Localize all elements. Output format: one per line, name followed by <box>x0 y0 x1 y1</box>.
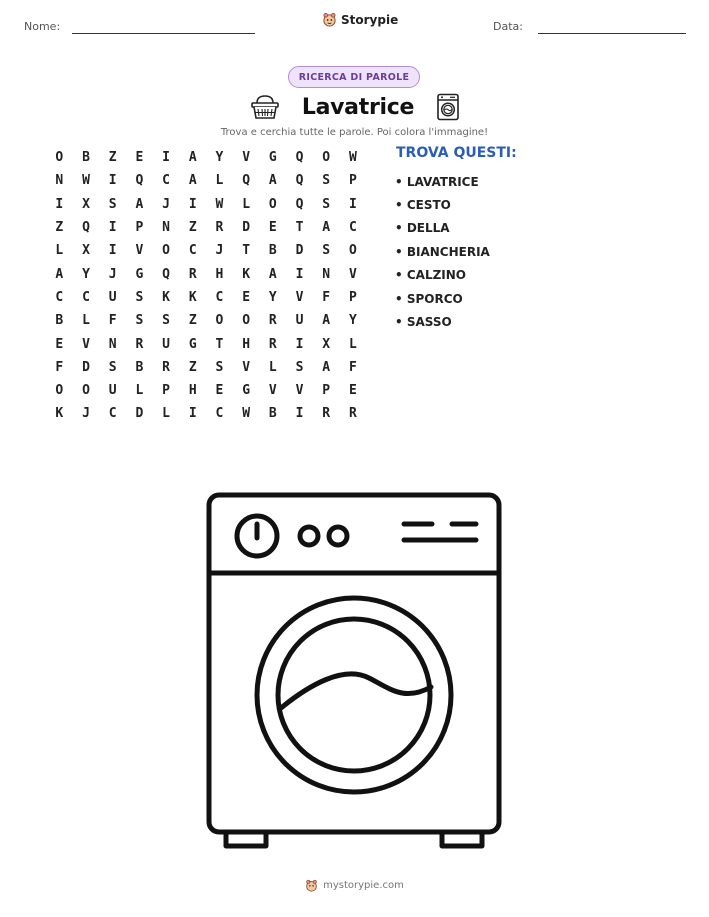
grid-cell[interactable]: S <box>322 196 331 212</box>
grid-cell[interactable]: V <box>242 359 251 375</box>
grid-cell[interactable]: X <box>322 336 331 352</box>
grid-cell[interactable]: K <box>242 266 251 282</box>
grid-cell[interactable]: V <box>135 243 144 259</box>
grid-cell[interactable]: I <box>55 196 64 212</box>
grid-cell[interactable]: C <box>215 289 224 305</box>
grid-cell[interactable]: B <box>268 243 277 259</box>
grid-cell[interactable]: I <box>348 196 357 212</box>
grid-cell[interactable]: Z <box>188 220 197 236</box>
grid-cell[interactable]: P <box>322 383 331 399</box>
grid-cell[interactable]: R <box>348 406 357 422</box>
grid-cell[interactable]: J <box>82 406 90 422</box>
grid-cell[interactable]: V <box>295 289 304 305</box>
grid-cell[interactable]: S <box>322 173 331 189</box>
grid-cell[interactable]: E <box>242 289 251 305</box>
grid-cell[interactable]: P <box>135 220 144 236</box>
grid-cell[interactable]: I <box>108 173 117 189</box>
grid-cell[interactable]: B <box>55 313 64 329</box>
grid-cell[interactable]: A <box>188 173 197 189</box>
grid-cell[interactable]: I <box>295 336 304 352</box>
brand-name: Storypie <box>341 12 399 27</box>
grid-cell[interactable]: D <box>295 243 304 259</box>
grid-cell[interactable]: E <box>268 220 277 236</box>
grid-cell[interactable]: U <box>162 336 170 352</box>
instructions: Trova e cerchia tutte le parole. Poi colora l'immagine! <box>220 127 489 138</box>
grid-cell[interactable]: A <box>268 266 277 282</box>
grid-cell[interactable]: I <box>295 406 304 422</box>
footer-site[interactable]: mystorypie.com <box>323 880 404 891</box>
grid-cell[interactable]: P <box>162 383 170 399</box>
grid-cell[interactable]: B <box>268 406 277 422</box>
grid-cell[interactable]: L <box>162 406 170 422</box>
grid-cell[interactable]: H <box>188 383 197 399</box>
grid-cell[interactable]: J <box>162 196 170 212</box>
grid-cell[interactable]: O <box>82 383 90 399</box>
grid-cell[interactable]: G <box>242 383 251 399</box>
grid-cell[interactable]: W <box>82 173 90 189</box>
grid-cell[interactable]: O <box>242 313 251 329</box>
grid-cell[interactable]: U <box>108 289 117 305</box>
grid-cell[interactable]: Q <box>295 150 304 166</box>
grid-cell[interactable]: A <box>268 173 277 189</box>
grid-cell[interactable]: X <box>82 196 90 212</box>
grid-cell[interactable]: R <box>162 359 170 375</box>
grid-cell[interactable]: I <box>188 406 197 422</box>
grid-cell[interactable]: S <box>108 359 117 375</box>
grid-cell[interactable]: Z <box>55 220 64 236</box>
word-list-item: • CALZINO <box>395 268 466 283</box>
grid-cell[interactable]: F <box>108 313 117 329</box>
grid-cell[interactable]: H <box>215 266 224 282</box>
grid-cell[interactable]: H <box>242 336 251 352</box>
grid-cell[interactable]: K <box>188 289 197 305</box>
grid-cell[interactable]: Y <box>268 289 277 305</box>
grid-cell[interactable]: J <box>215 243 224 259</box>
grid-cell[interactable]: L <box>55 243 64 259</box>
grid-cell[interactable]: I <box>295 266 304 282</box>
grid-cell[interactable]: T <box>215 336 224 352</box>
grid-cell[interactable]: A <box>322 220 331 236</box>
washing-machine-icon <box>436 93 460 121</box>
grid-cell[interactable]: P <box>348 289 357 305</box>
grid-cell[interactable]: O <box>55 150 64 166</box>
grid-cell[interactable]: C <box>215 406 224 422</box>
grid-cell[interactable]: D <box>82 359 90 375</box>
grid-cell[interactable]: Q <box>82 220 90 236</box>
grid-cell[interactable]: O <box>348 243 357 259</box>
grid-cell[interactable]: K <box>162 289 170 305</box>
title-row <box>250 90 460 124</box>
name-line[interactable] <box>72 33 255 34</box>
grid-cell[interactable]: Y <box>215 150 224 166</box>
grid-cell[interactable]: Y <box>348 313 357 329</box>
grid-cell[interactable]: B <box>82 150 90 166</box>
grid-cell[interactable]: V <box>295 383 304 399</box>
grid-cell[interactable]: C <box>55 289 64 305</box>
grid-cell[interactable]: O <box>55 383 64 399</box>
grid-cell[interactable]: V <box>82 336 90 352</box>
word-search-grid[interactable] <box>46 146 366 426</box>
grid-cell[interactable]: Q <box>162 266 170 282</box>
grid-cell[interactable]: Q <box>135 173 144 189</box>
grid-cell[interactable]: W <box>348 150 357 166</box>
grid-cell[interactable]: T <box>242 243 251 259</box>
grid-cell[interactable]: R <box>135 336 144 352</box>
grid-cell[interactable]: S <box>295 359 304 375</box>
grid-cell[interactable]: V <box>348 266 357 282</box>
grid-cell[interactable]: E <box>348 383 357 399</box>
grid-cell[interactable]: N <box>162 220 170 236</box>
grid-cell[interactable]: C <box>188 243 197 259</box>
grid-cell[interactable]: L <box>348 336 357 352</box>
grid-cell[interactable]: P <box>348 173 357 189</box>
grid-cell[interactable]: A <box>188 150 197 166</box>
word-list-item: • DELLA <box>395 221 450 236</box>
laundry-basket-icon <box>250 94 280 120</box>
grid-cell[interactable]: K <box>55 406 64 422</box>
grid-cell[interactable]: R <box>268 336 277 352</box>
grid-cell[interactable]: Z <box>188 359 197 375</box>
grid-cell[interactable]: Y <box>82 266 90 282</box>
grid-cell[interactable]: E <box>55 336 64 352</box>
grid-cell[interactable]: I <box>108 243 117 259</box>
grid-cell[interactable]: R <box>188 266 197 282</box>
grid-cell[interactable]: I <box>108 220 117 236</box>
grid-cell[interactable]: Q <box>295 173 304 189</box>
grid-cell[interactable]: N <box>55 173 64 189</box>
grid-cell[interactable]: L <box>268 359 277 375</box>
grid-cell[interactable]: B <box>135 359 144 375</box>
machine-body <box>209 495 499 832</box>
grid-cell[interactable]: A <box>55 266 64 282</box>
grid-cell[interactable]: L <box>242 196 251 212</box>
grid-cell[interactable]: C <box>348 220 357 236</box>
grid-cell[interactable]: S <box>322 243 331 259</box>
grid-cell[interactable]: E <box>135 150 144 166</box>
word-list-item: • LAVATRICE <box>395 174 479 189</box>
word-list-title: TROVA QUESTI: <box>396 145 517 161</box>
grid-cell[interactable]: C <box>162 173 170 189</box>
grid-cell[interactable]: S <box>135 289 144 305</box>
grid-cell[interactable]: F <box>55 359 64 375</box>
grid-cell[interactable]: N <box>108 336 117 352</box>
storypie-mascot-icon <box>322 12 337 27</box>
grid-cell[interactable]: S <box>108 196 117 212</box>
grid-cell[interactable]: L <box>135 383 144 399</box>
grid-cell[interactable]: C <box>108 406 117 422</box>
grid-cell[interactable]: O <box>322 150 331 166</box>
grid-cell[interactable]: S <box>162 313 170 329</box>
word-list-item: • CESTO <box>395 198 451 213</box>
grid-cell[interactable]: W <box>242 406 251 422</box>
grid-cell[interactable]: F <box>348 359 357 375</box>
grid-cell[interactable]: G <box>188 336 197 352</box>
brand-logo <box>322 12 398 27</box>
footer <box>0 879 709 892</box>
grid-cell[interactable]: S <box>215 359 224 375</box>
grid-cell[interactable]: R <box>322 406 331 422</box>
grid-cell[interactable]: R <box>215 220 224 236</box>
grid-cell[interactable]: G <box>268 150 277 166</box>
grid-cell[interactable]: J <box>108 266 117 282</box>
grid-cell[interactable]: Q <box>242 173 251 189</box>
grid-cell[interactable]: E <box>215 383 224 399</box>
grid-cell[interactable]: C <box>82 289 90 305</box>
storypie-mascot-icon <box>305 879 318 892</box>
grid-cell[interactable]: O <box>162 243 170 259</box>
grid-cell[interactable]: I <box>162 150 170 166</box>
word-list-item: • SPORCO <box>395 291 463 306</box>
grid-cell[interactable]: A <box>322 313 331 329</box>
grid-cell[interactable]: Z <box>188 313 197 329</box>
grid-cell[interactable]: U <box>295 313 304 329</box>
washing-machine-illustration[interactable] <box>204 490 504 852</box>
grid-cell[interactable]: T <box>295 220 304 236</box>
grid-cell[interactable]: R <box>268 313 277 329</box>
word-list <box>395 170 490 334</box>
grid-cell[interactable]: D <box>135 406 144 422</box>
grid-cell[interactable]: N <box>322 266 331 282</box>
date-label: Data: <box>493 20 523 33</box>
grid-cell[interactable]: L <box>82 313 90 329</box>
grid-cell[interactable]: D <box>242 220 251 236</box>
word-list-item: • BIANCHERIA <box>395 244 490 259</box>
grid-cell[interactable]: V <box>242 150 251 166</box>
page-title: Lavatrice <box>301 94 415 120</box>
grid-cell[interactable]: V <box>268 383 277 399</box>
grid-cell[interactable]: L <box>215 173 224 189</box>
grid-cell[interactable]: I <box>188 196 197 212</box>
date-line[interactable] <box>538 33 686 34</box>
activity-tag: RICERCA DI PAROLE <box>288 66 420 88</box>
grid-cell[interactable]: G <box>135 266 144 282</box>
grid-cell[interactable]: O <box>215 313 224 329</box>
grid-cell[interactable]: O <box>268 196 277 212</box>
grid-cell[interactable]: S <box>135 313 144 329</box>
grid-cell[interactable]: F <box>322 289 331 305</box>
word-list-item: • SASSO <box>395 315 452 330</box>
grid-cell[interactable]: X <box>82 243 90 259</box>
grid-cell[interactable]: U <box>108 383 117 399</box>
grid-cell[interactable]: A <box>135 196 144 212</box>
name-label: Nome: <box>24 20 61 33</box>
grid-cell[interactable]: W <box>215 196 224 212</box>
grid-cell[interactable]: Z <box>108 150 117 166</box>
grid-cell[interactable]: A <box>322 359 331 375</box>
grid-cell[interactable]: Q <box>295 196 304 212</box>
